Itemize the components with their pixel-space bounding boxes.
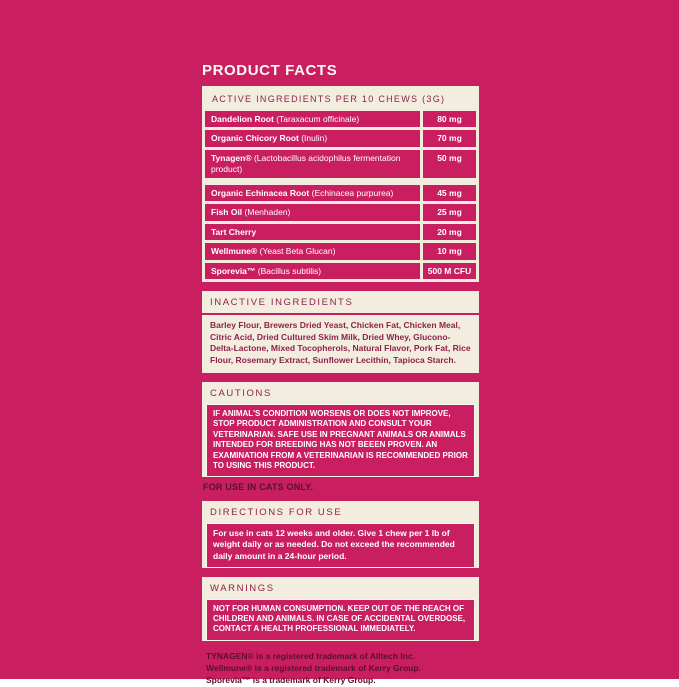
cats-only-note: FOR USE IN CATS ONLY. [203, 482, 314, 493]
table-row [205, 178, 476, 201]
directions-header: DIRECTIONS FOR USE [210, 507, 343, 519]
table-row [205, 260, 476, 279]
ingredient-amount: 20 mg [420, 224, 476, 240]
cautions-header: CAUTIONS [210, 388, 272, 400]
directions-body: For use in cats 12 weeks and older. Give 1 chew per 1 lb of weight daily or as needed. Do not exceed the recommended daily amount in a 24-hour period. [206, 523, 475, 567]
ingredient-name: Tynagen® (Lactobacillus acidophilus fermentation product) [211, 152, 401, 175]
table-row [205, 108, 476, 127]
table-row [205, 240, 476, 259]
table-row [205, 147, 476, 178]
ingredient-amount: 70 mg [420, 130, 476, 146]
ingredient-amount: 500 M CFU [420, 263, 476, 279]
ingredient-name: Sporevia™ (Bacillus subtilis) [211, 265, 322, 276]
table-row [205, 201, 476, 220]
warnings-section [202, 577, 479, 641]
ingredient-name: Fish Oil (Menhaden) [211, 207, 291, 218]
ingredient-name: Wellmune® (Yeast Beta Glucan) [211, 246, 336, 257]
product-facts-panel [202, 62, 479, 687]
ingredient-name: Organic Chicory Root (Inulin) [211, 133, 328, 144]
active-ingredients-table [202, 86, 479, 282]
ingredient-amount: 50 mg [420, 150, 476, 178]
warnings-header: WARNINGS [210, 582, 275, 594]
trademark-footnotes [206, 650, 479, 687]
footnote-line: TYNAGEN® is a registered trademark of Alltech Inc. [206, 650, 416, 661]
active-ingredients-header: ACTIVE INGREDIENTS PER 10 CHEWS (3G) [205, 89, 476, 108]
ingredient-name: Organic Echinacea Root (Echinacea purpurea) [211, 187, 394, 198]
footnote-line: Wellmune® is a registered trademark of Kerry Group. [206, 663, 421, 674]
ingredient-amount: 25 mg [420, 204, 476, 220]
table-row [205, 127, 476, 146]
ingredient-amount: 45 mg [420, 185, 476, 201]
table-row [205, 221, 476, 240]
directions-section [202, 501, 479, 567]
inactive-ingredients-header: INACTIVE INGREDIENTS [210, 297, 354, 309]
cautions-body: IF ANIMAL'S CONDITION WORSENS OR DOES NOT IMPROVE, STOP PRODUCT ADMINISTRATION AND CONSULT YOUR VETERINARIAN. SAFE USE IN PREGNANT ANIMALS OR ANIMALS INTENDED FOR BREEDING HAS NOT BEEEN PROVEN. AN EXAMINATION FROM A VETERINARIAN IS RECOMMENDED PRIOR TO USING THIS PRODUCT. [206, 404, 475, 477]
ingredient-amount: 10 mg [420, 243, 476, 259]
ingredient-name: Tart Cherry [211, 226, 257, 237]
inactive-ingredients-section [202, 291, 479, 373]
ingredient-amount: 80 mg [420, 111, 476, 127]
cautions-section [202, 382, 479, 477]
page-title: PRODUCT FACTS [202, 62, 338, 79]
ingredient-name: Dandelion Root (Taraxacum officinale) [211, 114, 360, 124]
inactive-ingredients-body: Barley Flour, Brewers Dried Yeast, Chicken Fat, Chicken Meal, Citric Acid, Dried Cultured Skim Milk, Dried Whey, Glucono-Delta-Lactone, Mixed Tocopherols, Natural Flavor, Pork Fat, Rice Flour, Rosemary Extract, Sunflower Lecithin, Tapioca Starch. [202, 313, 479, 373]
footnote-line: Sporevia™ is a trademark of Kerry Group. [206, 675, 376, 686]
warnings-body: NOT FOR HUMAN CONSUMPTION. KEEP OUT OF THE REACH OF CHILDREN AND ANIMALS. IN CASE OF ACCIDENTAL OVERDOSE, CONTACT A HEALTH PROFESSIONAL IMMEDIATELY. [206, 599, 475, 641]
